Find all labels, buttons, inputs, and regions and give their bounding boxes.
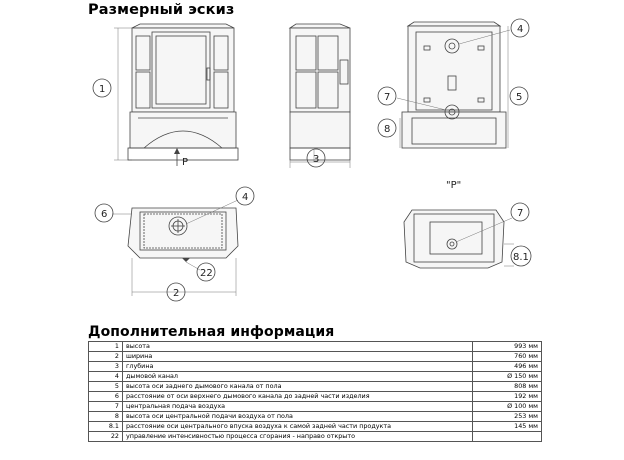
spec-value: Ø 100 мм (473, 402, 542, 412)
callout-3: 3 (313, 154, 320, 165)
callout-7-back: 7 (384, 92, 391, 103)
spec-description: расстояние оси центрального впуска воздуха к самой задней части продукта (123, 422, 473, 432)
spec-number: 5 (89, 382, 123, 392)
spec-number: 6 (89, 392, 123, 402)
callout-2: 2 (173, 288, 180, 299)
spec-description: глубина (123, 362, 473, 372)
callout-4-top: 4 (242, 192, 249, 203)
additional-info-title: Дополнительная информация (88, 324, 335, 340)
spec-row (89, 342, 542, 352)
spec-number: 7 (89, 402, 123, 412)
spec-value: 808 мм (473, 382, 542, 392)
spec-number: 8.1 (89, 422, 123, 432)
spec-number: 3 (89, 362, 123, 372)
callout-7-bottom: 7 (517, 208, 524, 219)
spec-row (89, 382, 542, 392)
spec-description: центральная подача воздуха (123, 402, 473, 412)
spec-row (89, 422, 542, 432)
spec-row (89, 372, 542, 382)
callout-8: 8 (384, 124, 391, 135)
side-view (290, 24, 350, 168)
spec-number: 1 (89, 342, 123, 352)
bottom-view (404, 180, 531, 268)
spec-value: 993 мм (473, 342, 542, 352)
spec-value: 145 мм (473, 422, 542, 432)
spec-description: высота (123, 342, 473, 352)
view-p-label: "P" (446, 180, 462, 191)
spec-number: 2 (89, 352, 123, 362)
spec-row (89, 392, 542, 402)
dimension-sketch-title: Размерный эскиз (88, 2, 235, 18)
spec-row (89, 352, 542, 362)
spec-row (89, 412, 542, 422)
front-view (93, 24, 238, 168)
spec-description: высота оси центральной подачи воздуха от пола (123, 412, 473, 422)
callout-8-1: 8.1 (513, 252, 529, 263)
spec-description: расстояние от оси верхнего дымового канала до задней части изделия (123, 392, 473, 402)
spec-description: управление интенсивностью процесса сгорания - направо открыто (123, 432, 473, 442)
spec-value: Ø 150 мм (473, 372, 542, 382)
spec-row (89, 362, 542, 372)
callout-1: 1 (99, 84, 106, 95)
top-view (95, 187, 254, 301)
front-view-marker: P (182, 157, 189, 168)
callout-4-back: 4 (517, 24, 524, 35)
callout-5: 5 (516, 92, 523, 103)
callout-22: 22 (200, 268, 213, 279)
spec-table (88, 341, 542, 442)
back-view (378, 19, 529, 148)
spec-description: высота оси заднего дымового канала от пола (123, 382, 473, 392)
spec-row (89, 402, 542, 412)
spec-number: 4 (89, 372, 123, 382)
spec-description: дымовой канал (123, 372, 473, 382)
callout-6: 6 (101, 209, 108, 220)
spec-value: 760 мм (473, 352, 542, 362)
spec-value: 253 мм (473, 412, 542, 422)
spec-value: 496 мм (473, 362, 542, 372)
spec-number: 22 (89, 432, 123, 442)
spec-number: 8 (89, 412, 123, 422)
spec-description: ширина (123, 352, 473, 362)
spec-value (473, 432, 542, 442)
spec-value: 192 мм (473, 392, 542, 402)
spec-row (89, 432, 542, 442)
